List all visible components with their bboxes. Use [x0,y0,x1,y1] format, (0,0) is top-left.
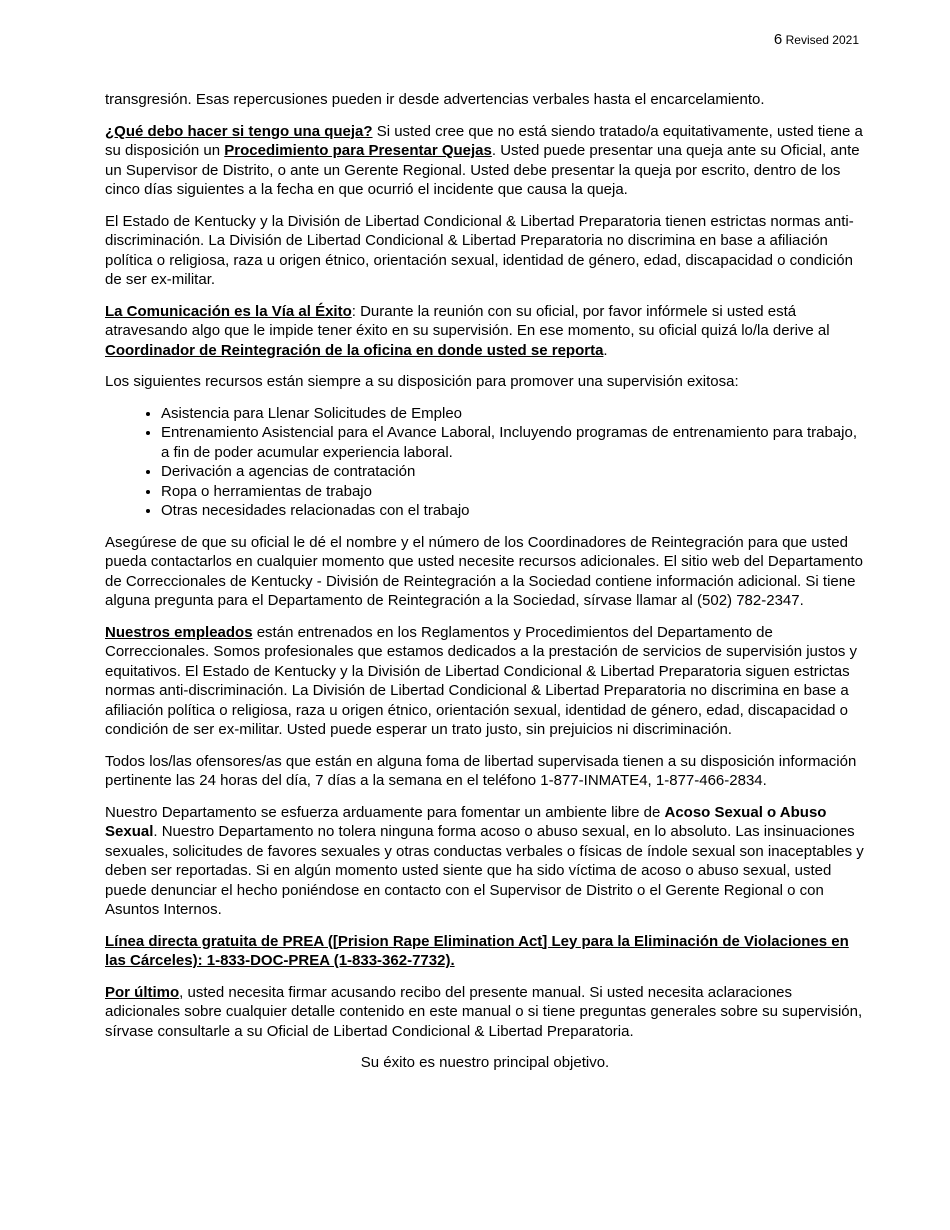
communication-heading: La Comunicación es la Vía al Éxito [105,302,352,320]
closing-line: Su éxito es nuestro principal objetivo. [360,1054,610,1071]
page-number: 6 [773,31,783,48]
paragraph-employees [105,623,865,740]
complaint-text-1: Si usted cree que no está siendo tratado/a equitativamente, usted tiene a su disposición un [105,122,863,159]
employees-text: están entrenados en los Reglamentos y Procedimientos del Departamento de Correccionales. Somos profesionales que estamos dedicados a la prestación de servicios de supervisión justos y equitativos. El Estado de Kentucky y la División de Libertad Condicional & Libertad Preparatoria siguen estrictas normas anti-discriminación. La División de Libertad Condicional & Libertad Preparatoria no discrimina en base a afiliación política o religiosa, raza u origen étnico, orientación sexual, identidad de género, edad, discapacidad o condición de ser ex-militar. Usted puede esperar un trato justo, sin prejuicios ni discriminación. [105,623,858,738]
sexual-abuse-text-2: . Nuestro Departamento no tolera ninguna forma acoso o abuso sexual, en lo absoluto. Las insinuaciones sexuales, solicitudes de favores sexuales y otras conductas verbales o físicas de índole sexual son inaceptables y deben ser reportadas. Si en algún momento usted siente que ha sido víctima de acoso o abuso sexual, usted puede denunciar el hecho poniéndose en contacto con el Supervisor de Distrito o el Gerente Regional o con Asuntos Internos. [105,823,864,918]
revised-label: Revised 2021 [785,33,859,47]
complaint-procedure-link: Procedimiento para Presentar Quejas [224,142,492,159]
complaint-text-2: . Usted puede presentar una queja ante su Oficial, ante un Supervisor de Distrito, o ante un Gerente Regional. Usted debe presentar la queja por escrito, dentro de los cinco días siguientes a la fecha en que ocurrió el incidente que causa la queja. [105,142,860,198]
resources-list [105,404,865,521]
list-item: • Derivación a agencias de contratación [161,462,865,482]
list-item: • Asistencia para Llenar Solicitudes de Empleo [161,404,865,424]
paragraph-anti-discrimination: El Estado de Kentucky y la División de Libertad Condicional & Libertad Preparatoria tienen estrictas normas anti-discriminación. La División de Libertad Condicional & Libertad Preparatoria no discrimina en base a afiliación política o religiosa, raza u origen étnico, orientación sexual, identidad de género, edad, discapacidad o condición de ser ex-militar. [105,212,854,288]
paragraph-transgression: transgresión. Esas repercusiones pueden ir desde advertencias verbales hasta el encarcelamiento. [105,91,765,108]
paragraph-coordinators: Asegúrese de que su oficial le dé el nombre y el número de los Coordinadores de Reintegración para que usted pueda contactarlos en cualquier momento que usted necesite recursos adicionales. El sitio web del Departamento de Correccionales de Kentucky - División de Reintegración a la Sociedad contiene información adicional. Si tiene alguna pregunta para el Departamento de Reintegración a la Sociedad, sírvase llamar al (502) 782-2347. [105,533,863,609]
paragraph-hotline-info: Todos los/las ofensores/as que están en alguna foma de libertad supervisada tienen a su disposición información pertinente las 24 horas del día, 7 días a la semana en el teléfono 1-877-INMATE4, 1-877-466-2834. [105,752,857,789]
document-body [105,90,865,1085]
paragraph-communication [105,302,865,361]
paragraph-complaint [105,122,865,200]
list-item: • Otras necesidades relacionadas con el trabajo [161,501,865,521]
paragraph-finally [105,983,865,1042]
reintegration-coordinator: Coordinador de Reintegración de la oficina en donde usted se reporta [105,341,604,359]
employees-heading: Nuestros empleados [105,623,253,641]
paragraph-resources-intro: Los siguientes recursos están siempre a su disposición para promover una supervisión exitosa: [105,373,739,390]
communication-text-1: : Durante la reunión con su oficial, por favor infórmele si usted está atravesando algo que le impide tener éxito en su supervisión. En ese momento, su oficial quizá lo/la derive al [105,302,830,339]
sexual-abuse-bold: Acoso Sexual o Abuso Sexual [105,803,827,840]
list-item: • Ropa o herramientas de trabajo [161,482,865,502]
finally-text: , usted necesita firmar acusando recibo del presente manual. Si usted necesita aclaraciones adicionales sobre cualquier detalle contenido en este manual o si tiene preguntas generales sobre su supervisión, sírvase consultarle a su Oficial de Libertad Condicional & Libertad Preparatoria. [105,983,863,1040]
communication-text-2: . [603,341,608,359]
list-item: • Entrenamiento Asistencial para el Avance Laboral, Incluyendo programas de entrenamiento para trabajo, a fin de poder acumular experiencia laboral. [161,423,865,462]
complaint-heading: ¿Qué debo hacer si tengo una queja? [105,122,373,140]
sexual-abuse-text-1: Nuestro Departamento se esfuerza arduamente para fomentar un ambiente libre de [105,803,665,821]
paragraph-sexual-abuse [105,803,865,920]
page-header [774,31,859,48]
finally-heading: Por último [105,983,180,1001]
prea-hotline: Línea directa gratuita de PREA ([Prision Rape Elimination Act] Ley para la Eliminación de Violaciones en las Cárceles): 1-833-DOC-PREA (1-833-362-7732). [105,932,849,969]
